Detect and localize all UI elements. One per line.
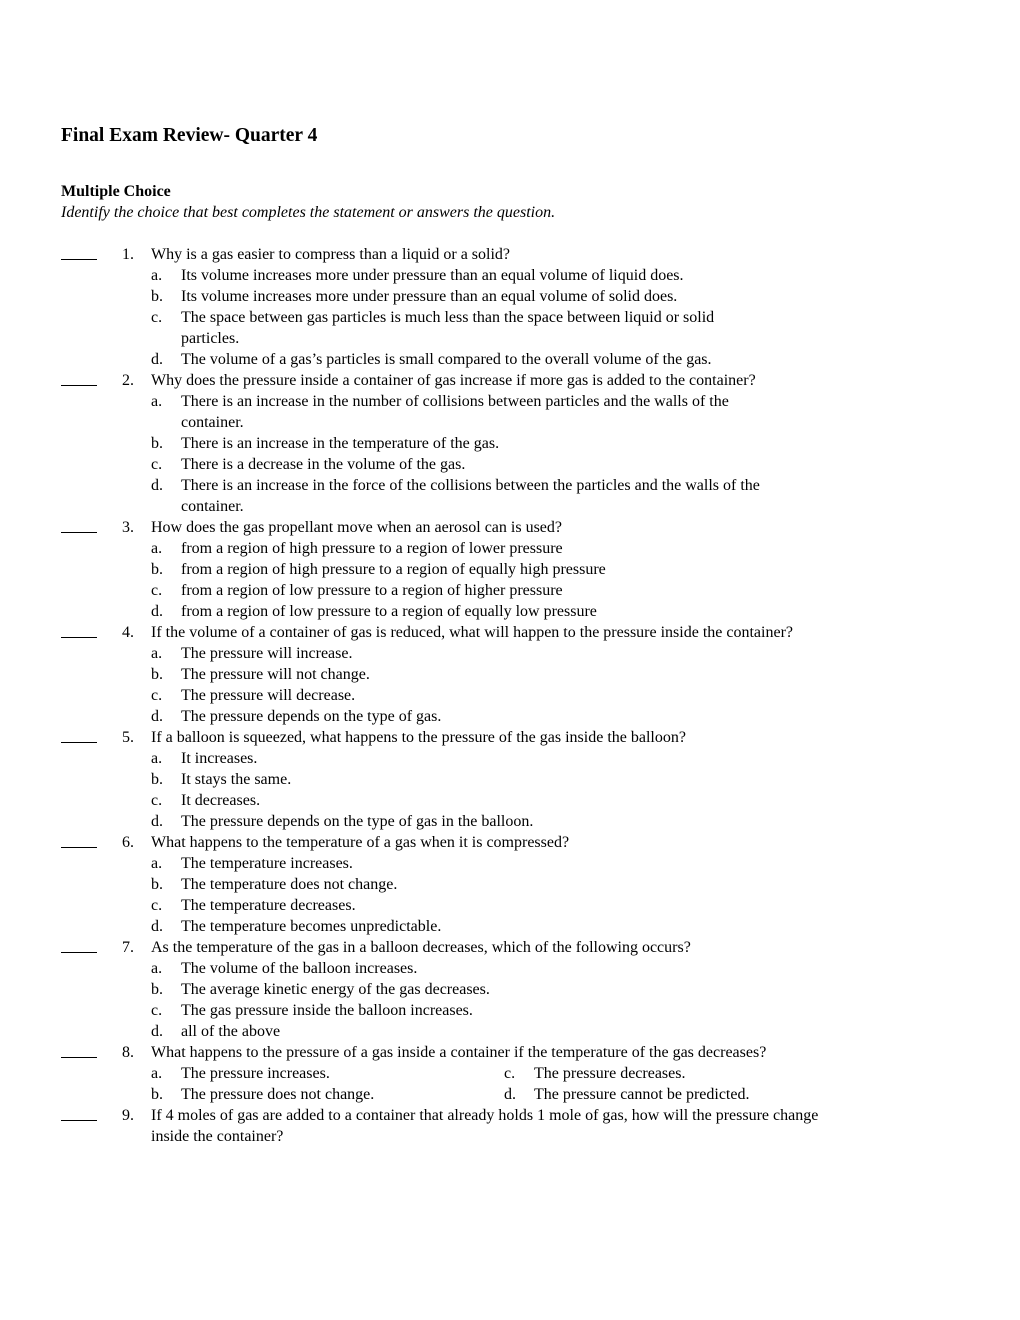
option-letter: a.: [151, 393, 163, 410]
option-letter: d.: [151, 351, 163, 368]
answer-blank[interactable]: [61, 244, 97, 260]
question-stem-continuation: [0, 1126, 1020, 1147]
option-row: [0, 580, 1020, 601]
option-row: [0, 1063, 1020, 1084]
option-row: [0, 748, 1020, 769]
option-letter: a.: [151, 855, 163, 872]
option-letter: d.: [151, 603, 163, 620]
option-text: The temperature becomes unpredictable.: [181, 918, 442, 935]
option-text: The volume of the balloon increases.: [181, 960, 418, 977]
option-text: The pressure depends on the type of gas in the balloon.: [181, 813, 534, 830]
option-text: There is an increase in the force of the collisions between the particles and the walls of the: [181, 477, 760, 494]
question-item: [0, 517, 1020, 622]
option-row: [0, 475, 1020, 496]
question-number: 9.: [122, 1107, 134, 1124]
option-letter: b.: [151, 435, 163, 452]
question-stem-line: [0, 244, 1020, 265]
question-stem: How does the gas propellant move when an aerosol can is used?: [151, 519, 562, 536]
option-letter: d.: [151, 813, 163, 830]
question-item: [0, 937, 1020, 1042]
option-row: [0, 811, 1020, 832]
option-letter: d.: [151, 477, 163, 494]
option-text: The volume of a gas’s particles is small compared to the overall volume of the gas.: [181, 351, 712, 368]
option-text: The gas pressure inside the balloon increases.: [181, 1002, 473, 1019]
question-number: 5.: [122, 729, 134, 746]
option-text: The space between gas particles is much less than the space between liquid or solid: [181, 309, 715, 326]
option-letter: c.: [504, 1065, 516, 1082]
option-text: Its volume increases more under pressure than an equal volume of solid does.: [181, 288, 678, 305]
option-row: [0, 979, 1020, 1000]
option-row: [0, 391, 1020, 412]
question-stem-line: [0, 727, 1020, 748]
option-text: The pressure decreases.: [534, 1065, 686, 1082]
option-row: [0, 706, 1020, 727]
option-letter: c.: [151, 582, 163, 599]
question-item: [0, 1042, 1020, 1105]
question-stem: Why does the pressure inside a container of gas increase if more gas is added to the container?: [151, 372, 756, 389]
question-number: 7.: [122, 939, 134, 956]
option-text: The pressure depends on the type of gas.: [181, 708, 442, 725]
option-letter: b.: [151, 666, 163, 683]
option-letter: b.: [151, 561, 163, 578]
option-letter: c.: [151, 897, 163, 914]
answer-blank[interactable]: [61, 370, 97, 386]
option-text: The temperature increases.: [181, 855, 353, 872]
option-row: [0, 412, 1020, 433]
option-letter: b.: [151, 981, 163, 998]
option-letter: a.: [151, 750, 163, 767]
option-row: [0, 664, 1020, 685]
question-number: 4.: [122, 624, 134, 641]
question-item: [0, 1105, 1020, 1147]
option-row: [0, 559, 1020, 580]
option-text: The temperature decreases.: [181, 897, 356, 914]
option-text: There is a decrease in the volume of the gas.: [181, 456, 466, 473]
question-stem: What happens to the temperature of a gas when it is compressed?: [151, 834, 570, 851]
option-row: [0, 874, 1020, 895]
option-letter: b.: [151, 288, 163, 305]
option-row: [0, 790, 1020, 811]
answer-blank[interactable]: [61, 937, 97, 953]
option-row: [0, 433, 1020, 454]
option-text: from a region of high pressure to a region of lower pressure: [181, 540, 563, 557]
option-text: It decreases.: [181, 792, 261, 809]
option-row: [0, 895, 1020, 916]
option-letter: c.: [151, 792, 163, 809]
option-text: particles.: [181, 330, 240, 347]
answer-blank[interactable]: [61, 727, 97, 743]
question-stem: Why is a gas easier to compress than a liquid or a solid?: [151, 246, 511, 263]
answer-blank[interactable]: [61, 1105, 97, 1121]
question-item: [0, 727, 1020, 832]
option-row: [0, 496, 1020, 517]
question-stem-line: [0, 1042, 1020, 1063]
option-text: There is an increase in the number of collisions between particles and the walls of the: [181, 393, 729, 410]
section-instructions: Identify the choice that best completes the statement or answers the question.: [61, 204, 556, 221]
option-row: [0, 1021, 1020, 1042]
question-stem: As the temperature of the gas in a balloon decreases, which of the following occurs?: [151, 939, 691, 956]
option-text: from a region of low pressure to a region of higher pressure: [181, 582, 563, 599]
option-letter: b.: [151, 876, 163, 893]
option-text: The pressure will not change.: [181, 666, 370, 683]
option-row: [0, 349, 1020, 370]
option-row: [0, 685, 1020, 706]
option-letter: a.: [151, 267, 163, 284]
option-text: There is an increase in the temperature of the gas.: [181, 435, 500, 452]
option-row: [0, 286, 1020, 307]
option-row: [0, 769, 1020, 790]
question-item: [0, 622, 1020, 727]
question-stem-line: [0, 1105, 1020, 1126]
option-text: The average kinetic energy of the gas decreases.: [181, 981, 490, 998]
option-row: [0, 601, 1020, 622]
option-text: Its volume increases more under pressure than an equal volume of liquid does.: [181, 267, 684, 284]
option-letter: b.: [151, 771, 163, 788]
question-stem: If the volume of a container of gas is reduced, what will happen to the pressure inside the container?: [151, 624, 793, 641]
option-letter: b.: [151, 1086, 163, 1103]
question-stem: If 4 moles of gas are added to a container that already holds 1 mole of gas, how will the pressure change: [151, 1107, 819, 1124]
answer-blank[interactable]: [61, 517, 97, 533]
option-text: from a region of high pressure to a region of equally high pressure: [181, 561, 606, 578]
question-stem: inside the container?: [151, 1128, 284, 1145]
option-text: container.: [181, 414, 244, 431]
option-letter: a.: [151, 960, 163, 977]
option-text: It stays the same.: [181, 771, 292, 788]
option-row: [0, 538, 1020, 559]
option-letter: d.: [504, 1086, 516, 1103]
question-number: 2.: [122, 372, 134, 389]
option-letter: d.: [151, 708, 163, 725]
option-text: The pressure cannot be predicted.: [534, 1086, 750, 1103]
option-row: [0, 1084, 1020, 1105]
option-letter: c.: [151, 309, 163, 326]
option-letter: a.: [151, 1065, 163, 1082]
option-row: [0, 958, 1020, 979]
question-number: 6.: [122, 834, 134, 851]
question-stem: What happens to the pressure of a gas inside a container if the temperature of the gas decreases?: [151, 1044, 767, 1061]
question-stem-line: [0, 622, 1020, 643]
option-text: from a region of low pressure to a region of equally low pressure: [181, 603, 597, 620]
question-stem: If a balloon is squeezed, what happens to the pressure of the gas inside the balloon?: [151, 729, 686, 746]
option-text: The pressure does not change.: [181, 1086, 375, 1103]
answer-blank[interactable]: [61, 622, 97, 638]
question-stem-line: [0, 517, 1020, 538]
option-row: [0, 916, 1020, 937]
option-row: [0, 328, 1020, 349]
option-letter: c.: [151, 1002, 163, 1019]
answer-blank[interactable]: [61, 1042, 97, 1058]
question-number: 1.: [122, 246, 134, 263]
option-text: The pressure will decrease.: [181, 687, 356, 704]
question-number: 3.: [122, 519, 134, 536]
question-number: 8.: [122, 1044, 134, 1061]
question-stem-line: [0, 937, 1020, 958]
option-text: all of the above: [181, 1023, 281, 1040]
question-item: [0, 244, 1020, 370]
option-row: [0, 265, 1020, 286]
question-item: [0, 370, 1020, 517]
option-letter: c.: [151, 456, 163, 473]
option-row: [0, 853, 1020, 874]
option-text: The pressure will increase.: [181, 645, 353, 662]
question-stem-line: [0, 832, 1020, 853]
option-letter: a.: [151, 645, 163, 662]
question-item: [0, 832, 1020, 937]
option-text: The temperature does not change.: [181, 876, 398, 893]
question-stem-line: [0, 370, 1020, 391]
option-letter: c.: [151, 687, 163, 704]
option-letter: d.: [151, 1023, 163, 1040]
option-row: [0, 1000, 1020, 1021]
option-text: The pressure increases.: [181, 1065, 330, 1082]
option-letter: d.: [151, 918, 163, 935]
option-letter: a.: [151, 540, 163, 557]
page-title: Final Exam Review- Quarter 4: [61, 125, 318, 146]
option-row: [0, 643, 1020, 664]
option-row: [0, 307, 1020, 328]
option-text: container.: [181, 498, 244, 515]
section-heading: Multiple Choice: [61, 183, 171, 200]
option-text: It increases.: [181, 750, 258, 767]
question-list: [0, 244, 1020, 1147]
option-row: [0, 454, 1020, 475]
answer-blank[interactable]: [61, 832, 97, 848]
